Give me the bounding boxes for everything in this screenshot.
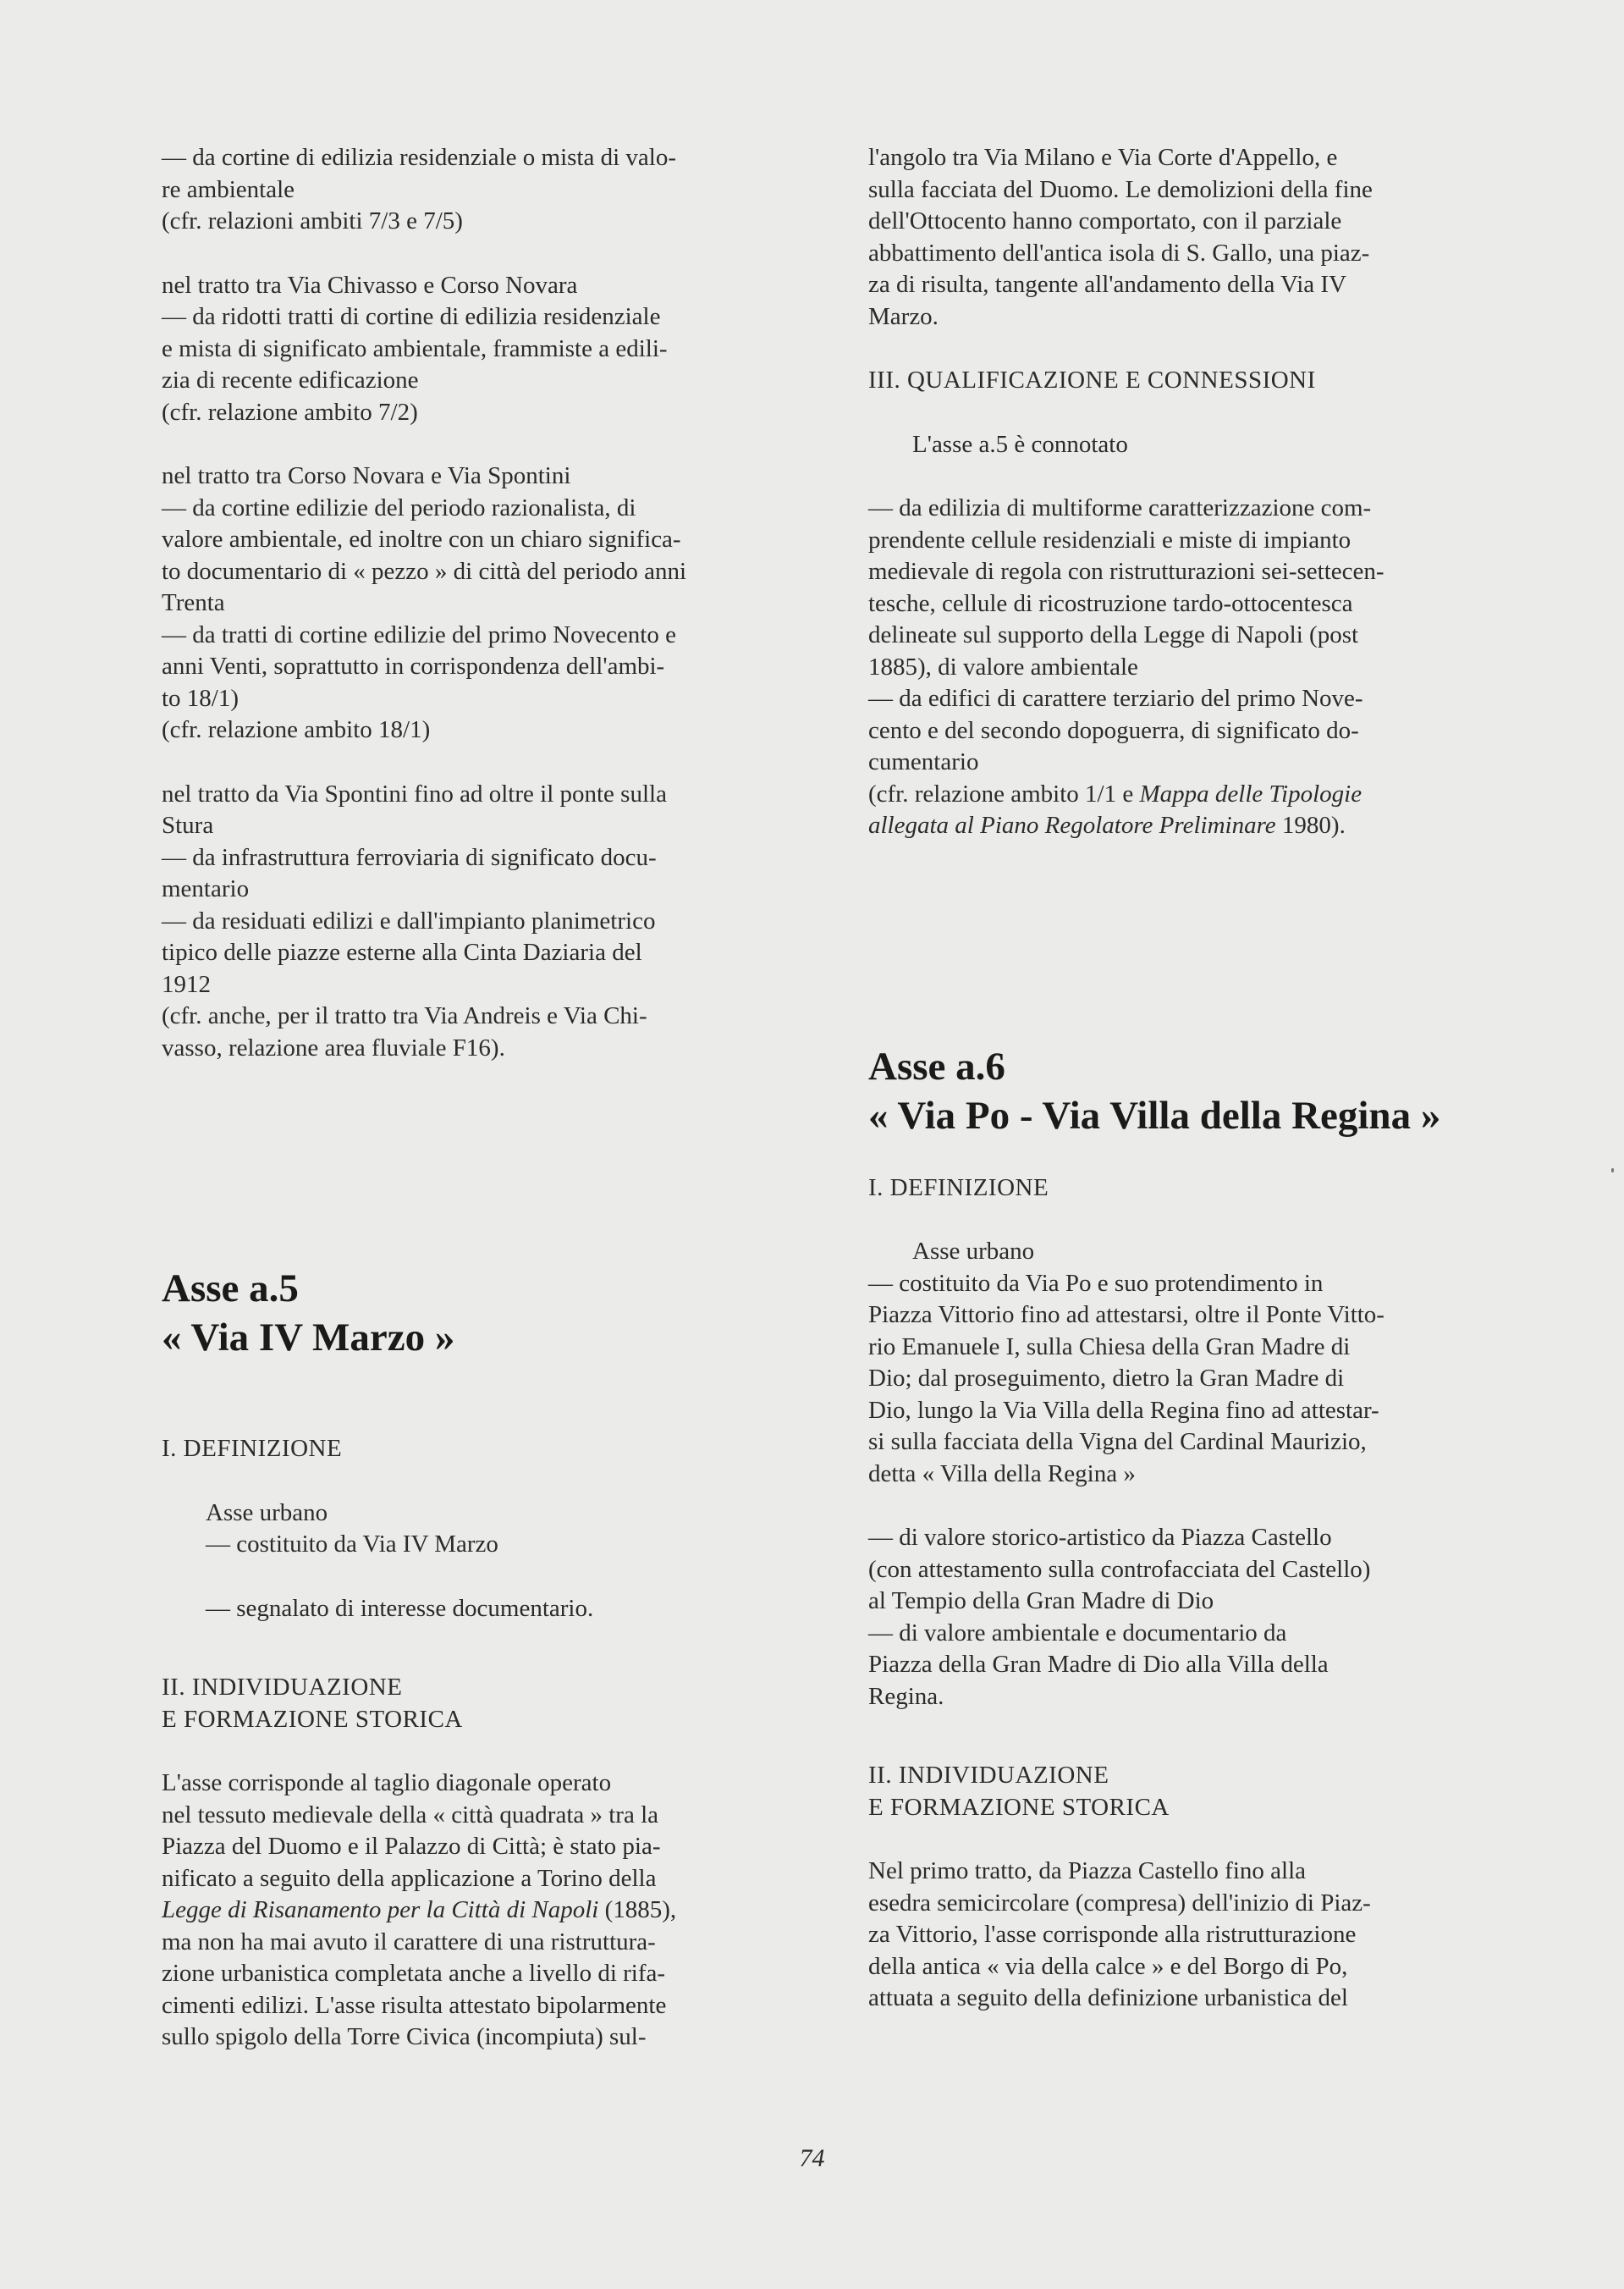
asse-5-continued-paragraph: l'angolo tra Via Milano e Via Corte d'Appello, e sulla facciata del Duomo. Le demolizioni della fine dell'Ottocento hanno comportato, con il parziale abbattimento dell'antica isola di S. Gallo, una piaz- za di risulta, tangente all'andamento della Via IV Marzo.: [868, 144, 1373, 330]
left-block-4: nel tratto da Via Spontini fino ad oltre il ponte sulla Stura — da infrastruttura ferroviaria di significato docu- mentario — da residuati edilizi e dall'impianto planimetrico tipico delle piazze esterne alla Cinta Daziaria del 1912 (cfr. anche, per il tratto tra Via Andreis e Via Chi- vasso, relazione area fluviale F16).: [162, 780, 667, 1062]
asse-5-paragraph-b: (1885), ma non ha mai avuto il carattere di una ristruttura- zione urbanistica completata anche a livello di rifa- cimenti edilizi. L'asse risulta attestato bipolarmente sullo spigolo della Torre Civica (incompiuta) sul-: [162, 1896, 677, 2050]
qualificazione-italic: Mappa delle Tipologie allegata al Piano Regolatore Preliminare: [868, 780, 1363, 839]
asse-5-definizione-body: Asse urbano — costituito da Via IV Marzo: [206, 1498, 498, 1558]
qualificazione-tail: 1980).: [1275, 812, 1346, 839]
left-block-1: — da cortine di edilizia residenziale o mista di valo- re ambientale (cfr. relazioni ambiti 7/3 e 7/5): [162, 144, 676, 234]
asse-6-definizione-heading: I. DEFINIZIONE: [868, 1173, 1049, 1201]
asse-5-paragraph-a: L'asse corrisponde al taglio diagonale operato nel tessuto medievale della « città quadrata » tra la Piazza del Duomo e il Palazzo di Città; è stato pia- nificato a seguito della applicazione a Torino della: [162, 1769, 661, 1892]
right-column: [868, 142, 1496, 2015]
asse-6-paragraph: Nel primo tratto, da Piazza Castello fino alla esedra semicircolare (compresa) dell'inizio di Piaz- za Vittorio, l'asse corrisponde alla ristrutturazione della antica « via della calce » e del Borgo di Po, attuata a seguito della definizione urbanistica del: [868, 1857, 1371, 2011]
asse-5-paragraph-italic: Legge di Risanamento per la Città di Napoli: [162, 1896, 599, 1923]
asse-6-definizione-values: — di valore storico-artistico da Piazza Castello (con attestamento sulla controfacciata del Castello) al Tempio della Gran Madre di Dio — di valore ambientale e documentario da Piazza della Gran Madre di Dio alla Villa della Regina.: [868, 1524, 1371, 1710]
left-block-3: nel tratto tra Corso Novara e Via Spontini — da cortine edilizie del periodo razionalista, di valore ambientale, ed inoltre con un chiaro significa- to documentario di « pezzo » di città del periodo anni Trenta — da tratti di cortine edilizie del primo Novecento e anni Venti, soprattutto in corrispondenza dell'ambi- to 18/1) (cfr. relazione ambito 18/1): [162, 462, 687, 743]
asse-5-title-line-2: « Via IV Marzo »: [162, 1315, 455, 1360]
asse-6-title-line-1: Asse a.6: [868, 1044, 1005, 1089]
asse-5-qualificazione-heading: III. QUALIFICAZIONE E CONNESSIONI: [868, 367, 1316, 394]
asse-5-definizione-heading: I. DEFINIZIONE: [162, 1435, 343, 1462]
asse-5-definizione-note: — segnalato di interesse documentario.: [206, 1594, 594, 1622]
qualificazione-text: — da edilizia di multiforme caratterizzazione com- prendente cellule residenziali e miste di impianto medievale di regola con ristrutturazioni sei-settecen- tesche, cellule di ricostruzione tardo-ottocentesca delineate sul supporto della Legge di Napoli (post 1885), di valore ambientale — da edifici di carattere terziario del primo Nove- cento e del secondo dopoguerra, di significato do- cumentario (cfr. relazione ambito 1/1 e: [868, 494, 1385, 808]
page-number: 74: [799, 2144, 825, 2172]
asse-5-title-line-1: Asse a.5: [162, 1266, 299, 1310]
asse-5-qualificazione-intro: L'asse a.5 è connotato: [912, 430, 1128, 458]
asse-5-individuazione-heading: II. INDIVIDUAZIONE E FORMAZIONE STORICA: [162, 1674, 463, 1733]
left-block-2: nel tratto tra Via Chivasso e Corso Novara — da ridotti tratti di cortine di edilizia residenziale e mista di significato ambientale, frammiste a edili- zia di recente edificazione (cfr. relazione ambito 7/2): [162, 271, 668, 426]
scan-mark: [1611, 1168, 1614, 1172]
asse-6-definizione-intro: Asse urbano: [912, 1238, 1035, 1265]
asse-5-qualificazione-body: [868, 493, 1496, 842]
asse-6-title-line-2: « Via Po - Via Villa della Regina »: [868, 1093, 1441, 1138]
asse-6-individuazione-heading: II. INDIVIDUAZIONE E FORMAZIONE STORICA: [868, 1762, 1170, 1821]
asse-5-paragraph: [162, 1768, 790, 2054]
left-column: [162, 142, 790, 2054]
asse-6-definizione-body: — costituito da Via Po e suo protendimento in Piazza Vittorio fino ad attestarsi, oltre il Ponte Vitto- rio Emanuele I, sulla Chiesa della Gran Madre di Dio; dal proseguimento, dietro la Gran Madre di Dio, lungo la Via Villa della Regina fino ad attestar- si sulla facciata della Vigna del Cardinal Maurizio, detta « Villa della Regina »: [868, 1269, 1385, 1487]
